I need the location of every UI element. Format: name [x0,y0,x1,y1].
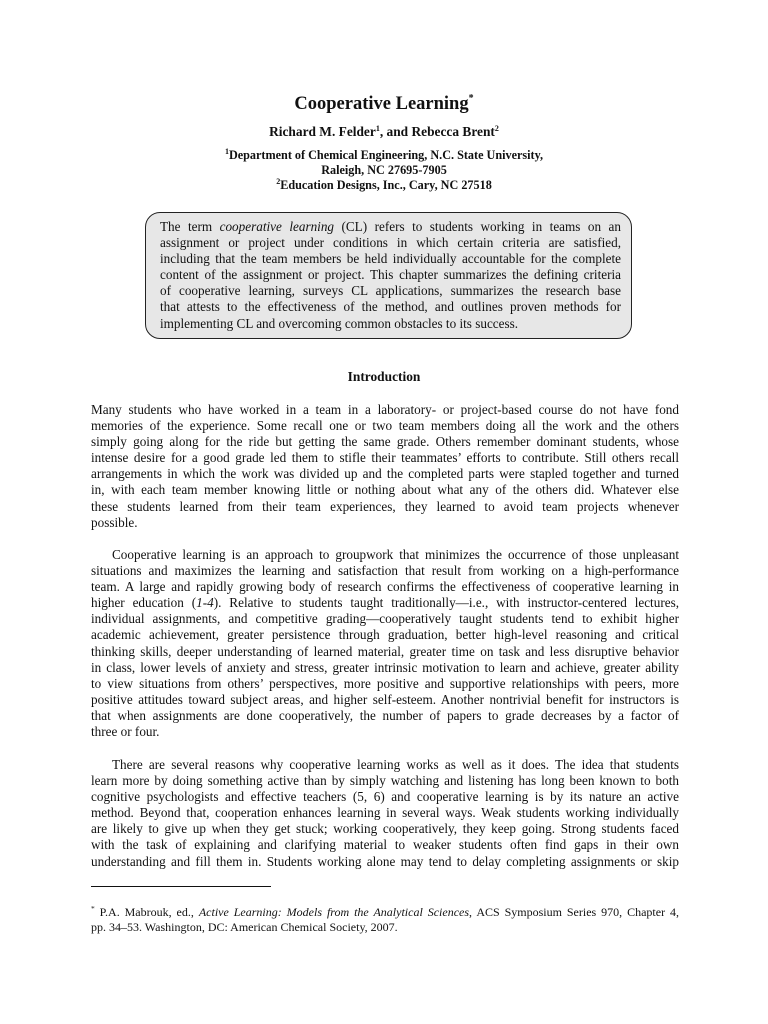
paragraph-line: to view situations from others’ perspectives, more positive and supportive relationships with peers, more [91,675,679,691]
paragraph-line: are likely to give up when they get stuck; working cooperatively, they keep going. Strong students faced [91,821,679,837]
paragraph-line: team. A large and rapidly growing body of research confirms the effectiveness of cooperative learning in [91,579,679,595]
author-1-name: Richard M. Felder [269,124,376,139]
affiliation-1-superscript: 1 [224,147,229,156]
paragraph-line: cognitive psychologists and effective teachers (5, 6) and cooperative learning is by its nature an active [91,789,679,805]
paragraph-line: memories of the experience. Some recall one or two team members doing all the work and the others [91,418,679,434]
author-1-superscript: 1 [375,124,380,133]
author-2-superscript: 2 [494,124,499,133]
author-separator: , and Rebecca Brent [379,124,495,139]
footnote-book-title: Active Learning: Models from the Analytical Sciences [198,905,470,919]
paper-title [0,92,768,116]
paragraph-line: intense desire for a good grade led them to stifle their teammates’ efforts to contribute. Still others recall [91,450,679,466]
paragraph-line: academic achievement, greater persistence through graduation, better high-level reasoning and critical [91,627,679,643]
footnote-mark: * [91,904,95,913]
affiliation-1-text: Department of Chemical Engineering, N.C. State University, [228,148,544,162]
paragraph-line: positive attitudes toward subject areas, and higher self-esteem. Another nontrivial benefit for instructors is [91,691,679,707]
paragraph-line: in, with each team member knowing little or nothing about what any of the others did. Whatever else [91,482,679,498]
paragraph-line: with the task of explaining and clarifying material to weaker students often find gaps in their own [91,837,679,853]
affiliation-2-line [0,178,768,193]
footnote [91,905,679,935]
paragraph-text: ). Relative to students taught traditionally—i.e., with instructor-centered lectures, [213,595,679,611]
title-text: Cooperative Learning [294,94,469,114]
footnote-text: P.A. Mabrouk, ed., [94,905,199,919]
paragraph-line [91,595,679,611]
abstract-term-italic: cooperative learning [219,219,335,234]
abstract-line: content of the assignment or project. This chapter summarizes the defining criteria [160,267,621,283]
abstract-line: including that the team members be held individually accountable for the complete [160,251,621,267]
footnote-text: , ACS Symposium Series 970, Chapter 4, [469,905,679,919]
citation-italic: 1-4 [196,595,214,611]
abstract-line: that attests to the effectiveness of the method, and outlines proven methods for [160,299,621,315]
paragraph-line: understanding and fill them in. Students working alone may tend to delay completing assignments or skip [91,853,679,869]
paragraph-line: There are several reasons why cooperative learning works as well as it does. The idea that students [112,757,679,772]
affiliation-2-text: Education Designs, Inc., Cary, NC 27518 [280,178,492,192]
paragraph-1 [91,402,679,531]
paragraph-line: Cooperative learning is an approach to groupwork that minimizes the occurrence of those unpleasant [112,547,679,562]
title-footnote-mark: * [468,93,474,104]
abstract-line [160,218,621,234]
paragraph-line: three or four. [91,724,160,740]
paragraph-line: method. Beyond that, cooperation enhances learning in several ways. Weak students working individually [91,805,679,821]
paragraph-line: learn more by doing something active than by simply watching and listening has long been known to both [91,773,679,789]
paragraph-line: possible. [91,514,138,530]
paragraph-line: Many students who have worked in a team in a laboratory- or project-based course do not have fond [91,402,679,417]
section-heading: Introduction [347,369,421,384]
abstract-line: of cooperative learning, surveys CL applications, summarizes the research base [160,283,621,299]
author-line [0,123,768,140]
abstract-text: The term [160,219,220,234]
affiliation-2-superscript: 2 [276,177,281,186]
affiliation-1-line-1 [0,148,768,163]
paragraph-line: arrangements in which the work was divided up and the completed parts were stapled together and turned [91,466,679,482]
footnote-line: pp. 34–53. Washington, DC: American Chemical Society, 2007. [91,920,398,934]
paragraph-line: in class, lower levels of anxiety and stress, greater intrinsic motivation to learn and achieve, greater ability [91,659,679,675]
footnote-divider [91,886,271,887]
footnote-line [91,905,679,920]
abstract-line: assignment or project under conditions in which certain criteria are satisfied, [160,235,621,251]
paragraph-3 [91,757,679,870]
paragraph-line: that when assignments are done cooperatively, the number of papers to grade decreases by a factor of [91,707,679,723]
paragraph-line: individual assignments, and competitive grading—cooperatively taught students tend to exhibit higher [91,611,679,627]
paragraph-2 [91,547,679,740]
paragraph-line: situations and maximizes the learning and satisfaction that result from working on a high-performance [91,563,679,579]
paragraph-text: higher education ( [91,595,197,611]
affiliation-1-line-2: Raleigh, NC 27695-7905 [321,163,447,177]
abstract-box [145,212,632,339]
abstract-line: implementing CL and overcoming common obstacles to its success. [160,315,519,331]
abstract-text: (CL) refers to students working in teams on an [334,219,621,234]
affiliations [0,148,768,193]
paragraph-line: simply going along for the ride but getting the same grade. Others remember dominant students, whose [91,434,679,450]
paragraph-line: these students learned from their team experiences, they learned to avoid team projects whenever [91,498,679,514]
paragraph-line: thinking skills, deeper understanding of learned material, greater time on task and less disruptive behavior [91,643,679,659]
